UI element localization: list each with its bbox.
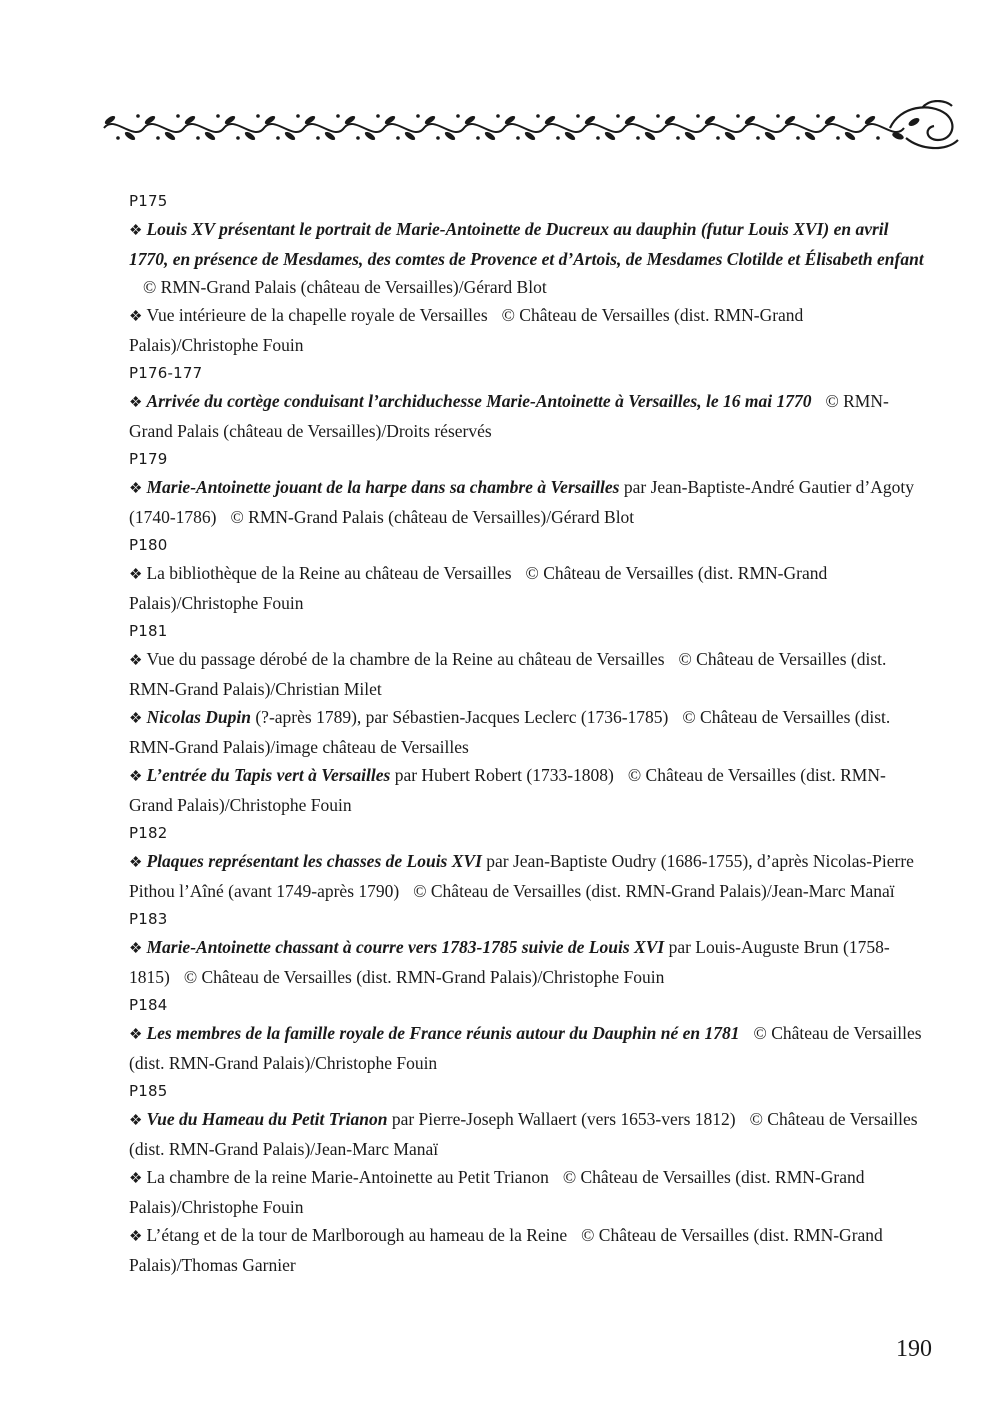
artwork-title: Vue du Hameau du Petit Trianon	[146, 1109, 388, 1129]
artwork-title: Nicolas Dupin	[146, 707, 251, 727]
artwork-title: Marie-Antoinette chassant à courre vers 1783-1785 suivie de Louis XVI	[146, 937, 665, 957]
artwork-description: La bibliothèque de la Reine au château de Versailles	[146, 563, 512, 583]
page-number: 190	[896, 1336, 932, 1362]
copyright-credit: © Château de Versailles (dist. RMN-Grand Palais)/Christophe Fouin	[129, 765, 886, 815]
page-reference-label: P179	[129, 450, 168, 468]
credit-entry	[129, 847, 929, 905]
copyright-credit: © Château de Versailles (dist. RMN-Grand Palais)/Thomas Garnier	[129, 1225, 883, 1275]
artwork-title: Marie-Antoinette jouant de la harpe dans sa chambre à Versailles	[146, 477, 620, 497]
artwork-description: par Pierre-Joseph Wallaert (vers 1653-vers 1812)	[391, 1109, 736, 1129]
diamond-bullet-icon: ❖	[129, 653, 143, 669]
copyright-credit: © Château de Versailles (dist. RMN-Grand Palais)/Christophe Fouin	[183, 967, 665, 987]
copyright-credit: © Château de Versailles (dist. RMN-Grand Palais)/Christian Milet	[129, 649, 887, 699]
credit-entry	[129, 1019, 929, 1077]
page-reference-label: P176-177	[129, 364, 203, 382]
artwork-title: Louis XV présentant le portrait de Marie-Antoinette de Ducreux au dauphin (futur Louis XVI) en avril 1770, en présence de Mesdames, des comtes de Provence et d’Artois, de Mesdames Clotilde et Élisabeth enfant	[129, 219, 924, 269]
artwork-title: Plaques représentant les chasses de Louis XVI	[146, 851, 482, 871]
diamond-bullet-icon: ❖	[129, 855, 143, 871]
artwork-description: par Jean-Baptiste Oudry (1686-1755), d’après Nicolas-Pierre Pithou l’Aîné (avant 1749-après 1790)	[129, 851, 914, 901]
copyright-credit: © Château de Versailles (dist. RMN-Grand Palais)/Christophe Fouin	[129, 563, 828, 613]
diamond-bullet-icon: ❖	[129, 223, 143, 239]
copyright-credit: © Château de Versailles (dist. RMN-Grand Palais)/image château de Versailles	[129, 707, 891, 757]
page-reference-label: P182	[129, 824, 168, 842]
artwork-title: Les membres de la famille royale de France réunis autour du Dauphin né en 1781	[146, 1023, 740, 1043]
diamond-bullet-icon: ❖	[129, 769, 143, 785]
diamond-bullet-icon: ❖	[129, 1229, 143, 1245]
copyright-credit: © RMN-Grand Palais (château de Versailles)/Gérard Blot	[230, 507, 635, 527]
diamond-bullet-icon: ❖	[129, 395, 143, 411]
copyright-credit: © RMN-Grand Palais (château de Versailles)/Gérard Blot	[143, 277, 547, 297]
credit-entry	[129, 761, 929, 819]
diamond-bullet-icon: ❖	[129, 309, 143, 325]
page-reference-label: P175	[129, 192, 168, 210]
artwork-description: Vue intérieure de la chapelle royale de Versailles	[146, 305, 488, 325]
artwork-description: Vue du passage dérobé de la chambre de la Reine au château de Versailles	[146, 649, 665, 669]
diamond-bullet-icon: ❖	[129, 481, 143, 497]
copyright-credit: © Château de Versailles (dist. RMN-Grand Palais)/Christophe Fouin	[129, 305, 804, 355]
credit-entry	[129, 1105, 929, 1163]
credit-entry	[129, 215, 929, 301]
page-reference-label: P185	[129, 1082, 168, 1100]
diamond-bullet-icon: ❖	[129, 1113, 143, 1129]
credit-entry	[129, 1221, 929, 1279]
credit-entry	[129, 645, 929, 703]
diamond-bullet-icon: ❖	[129, 1171, 143, 1187]
page-reference-label: P183	[129, 910, 168, 928]
artwork-description: La chambre de la reine Marie-Antoinette au Petit Trianon	[146, 1167, 549, 1187]
credit-entry	[129, 301, 929, 359]
copyright-credit: © RMN-Grand Palais (château de Versailles)/Droits réservés	[129, 391, 889, 441]
artwork-description: par Hubert Robert (1733-1808)	[394, 765, 614, 785]
copyright-credit: © Château de Versailles (dist. RMN-Grand Palais)/Jean-Marc Manaï	[413, 881, 895, 901]
copyright-credit: © Château de Versailles (dist. RMN-Grand Palais)/Jean-Marc Manaï	[129, 1109, 918, 1159]
artwork-description: par Louis-Auguste Brun (1758-1815)	[129, 937, 890, 987]
credit-entry	[129, 473, 929, 531]
copyright-credit: © Château de Versailles (dist. RMN-Grand Palais)/Christophe Fouin	[129, 1023, 922, 1073]
page-reference-label: P184	[129, 996, 168, 1014]
copyright-credit: © Château de Versailles (dist. RMN-Grand Palais)/Christophe Fouin	[129, 1167, 865, 1217]
page-reference-label: P181	[129, 622, 168, 640]
diamond-bullet-icon: ❖	[129, 711, 143, 727]
diamond-bullet-icon: ❖	[129, 567, 143, 583]
decorative-vine-border	[100, 100, 968, 156]
page-reference-label: P180	[129, 536, 168, 554]
artwork-description: L’étang et de la tour de Marlborough au hameau de la Reine	[146, 1225, 568, 1245]
credit-entry	[129, 1163, 929, 1221]
credit-entry	[129, 933, 929, 991]
artwork-description: (?-après 1789), par Sébastien-Jacques Leclerc (1736-1785)	[255, 707, 669, 727]
diamond-bullet-icon: ❖	[129, 1027, 143, 1043]
diamond-bullet-icon: ❖	[129, 941, 143, 957]
credit-entry	[129, 559, 929, 617]
photo-credits-list	[129, 187, 929, 1279]
artwork-title: Arrivée du cortège conduisant l’archiduchesse Marie-Antoinette à Versailles, le 16 mai 1770	[146, 391, 812, 411]
artwork-title: L’entrée du Tapis vert à Versailles	[146, 765, 391, 785]
credit-entry	[129, 703, 929, 761]
credit-entry	[129, 387, 929, 445]
artwork-description: par Jean-Baptiste-André Gautier d’Agoty (1740-1786)	[129, 477, 914, 527]
